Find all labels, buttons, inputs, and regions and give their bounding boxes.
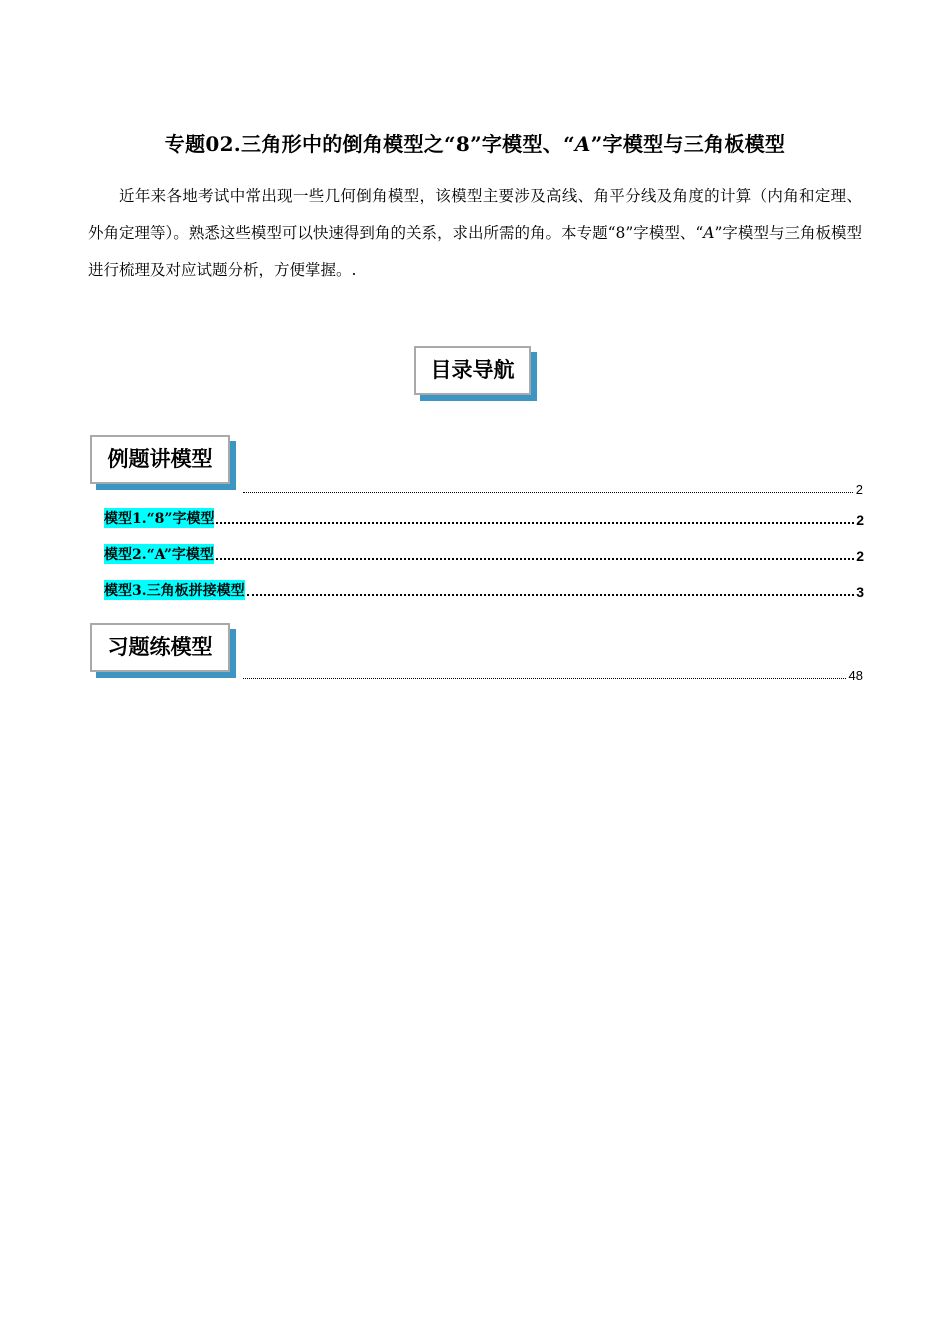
toc-entry-practice[interactable]	[243, 668, 863, 683]
toc-entry-model-2[interactable]	[104, 544, 864, 564]
title-suffix: ”字模型与三角板模型	[590, 132, 786, 156]
title-italic-letter: A	[574, 132, 591, 156]
section-box-examples: 例题讲模型	[90, 435, 230, 484]
intro-text-2: ”字模型与三角板模型进行梳理及对应试题分析，方便掌握。.	[88, 224, 862, 279]
toc-leader-dots	[243, 492, 853, 493]
toc-entry-label: 模型1.“8”字模型	[104, 508, 214, 528]
toc-entry-label: 模型3.三角板拼接模型	[104, 580, 245, 600]
toc-page-number: 2	[855, 482, 863, 497]
toc-leader-dots	[243, 678, 846, 679]
intro-paragraph	[88, 178, 862, 289]
toc-entry-model-3[interactable]	[104, 580, 864, 600]
toc-entry-model-1[interactable]	[104, 508, 864, 528]
intro-italic-letter: A	[703, 224, 715, 242]
section-box-practice: 习题练模型	[90, 623, 230, 672]
toc-page-number: 2	[856, 548, 864, 564]
toc-entry-examples[interactable]	[243, 482, 863, 497]
document-title	[0, 128, 950, 157]
toc-leader-dots	[216, 522, 854, 524]
toc-leader-dots	[247, 594, 855, 596]
toc-page-number: 48	[848, 668, 863, 683]
intro-text-1: 近年来各地考试中常出现一些几何倒角模型，该模型主要涉及高线、角平分线及角度的计算（内角和定理、外角定理等）。熟悉这些模型可以快速得到角的关系，求出所需的角。本专题“8”字模型、“	[88, 187, 862, 242]
toc-page-number: 2	[856, 512, 864, 528]
toc-heading-box: 目录导航	[414, 346, 531, 395]
toc-entry-label: 模型2.“A”字模型	[104, 544, 214, 564]
title-prefix: 专题02.三角形中的倒角模型之“8”字模型、“	[164, 132, 575, 156]
toc-page-number: 3	[856, 584, 864, 600]
toc-leader-dots	[216, 558, 854, 560]
